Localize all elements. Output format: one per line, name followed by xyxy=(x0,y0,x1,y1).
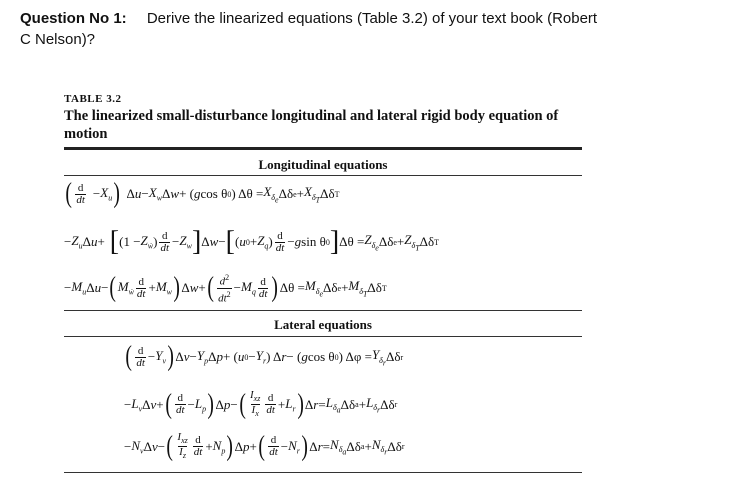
lateral-top-rule xyxy=(64,310,582,311)
question-line-1 xyxy=(20,10,597,27)
table-caption: The linearized small-disturbance longitudinal and lateral rigid body equation of motion xyxy=(64,108,559,142)
table-label: TABLE 3.2 xyxy=(64,93,122,105)
question-label: Question No 1: xyxy=(20,10,127,27)
lateral-rule xyxy=(64,336,582,337)
question-text: Derive the linearized equations (Table 3.2) of your text book (Robert xyxy=(146,10,598,27)
lateral-equation-1: ( $\frac{d}{dt}$ − $Y_v$ ) Δ v − $Y_p$ Δ p + ( u 0 − $Y_r$ ) Δ r − ( g cos θ 0 ) Δφ = $Y_{\delta_r}$ Δδ r xyxy=(125,341,404,372)
question-line-2: C Nelson)? xyxy=(20,31,96,48)
lateral-equation-2: − $L_v$ Δ v + ( $\frac{d}{dt}$ − $L_p$ ) Δ p − ( $\frac{I_{xz}}{I_x}$ $\frac{d}{dt}$ + $L_r$ ) Δ r = $L_{\delta_a}$ Δδ a + $L_{\delta_r}$ Δδ r xyxy=(124,388,398,420)
lateral-heading: Lateral equations xyxy=(274,317,372,332)
longitudinal-equation-1: ( $\frac{d}{dt}$ − $X_u$ ) Δ u − $X_w$ Δ w + ( g cos θ 0 ) Δθ = $X_{\delta_e}$ Δδ e + $X_{\delta_T}$ Δδ T xyxy=(65,178,340,209)
top-rule xyxy=(64,147,582,150)
longitudinal-equation-3: − $M_u$ Δ u − ( $M_ẇ$ $\frac{d}{dt}$ + $M_w$ ) Δ w + ( $\frac{d^2}{dt^2}$ − $M_q$ $\frac{d}{dt}$ ) Δθ = $M_{\delta_e}$ Δδ e + $M_{\delta_T}$ Δδ T xyxy=(64,272,387,305)
longitudinal-heading: Longitudinal equations xyxy=(258,157,388,172)
lateral-equation-3: − $N_v$ Δ v − ( $\frac{I_{xz}}{I_z}$ $\frac{d}{dt}$ + $N_p$ ) Δ p + ( $\frac{d}{dt}$ − $N_r$ ) Δ r = $N_{\delta_a}$ Δδ a + $N_{\delta_r}$ Δδ r xyxy=(124,430,405,462)
bottom-rule xyxy=(64,472,582,473)
longitudinal-rule xyxy=(64,175,582,176)
longitudinal-equation-2: − $Z_u$ Δ u + [ (1 − $Z_ẇ$ ) $\frac{d}{dt}$ − $Z_w$ ] Δ w − [ ( u 0 + $Z_q$ ) $\frac{d}{dt}$ − g sin θ 0 ] Δθ = $Z_{\delta_e}$ Δδ e + $Z_{\delta_T}$ Δδ T xyxy=(64,226,440,257)
